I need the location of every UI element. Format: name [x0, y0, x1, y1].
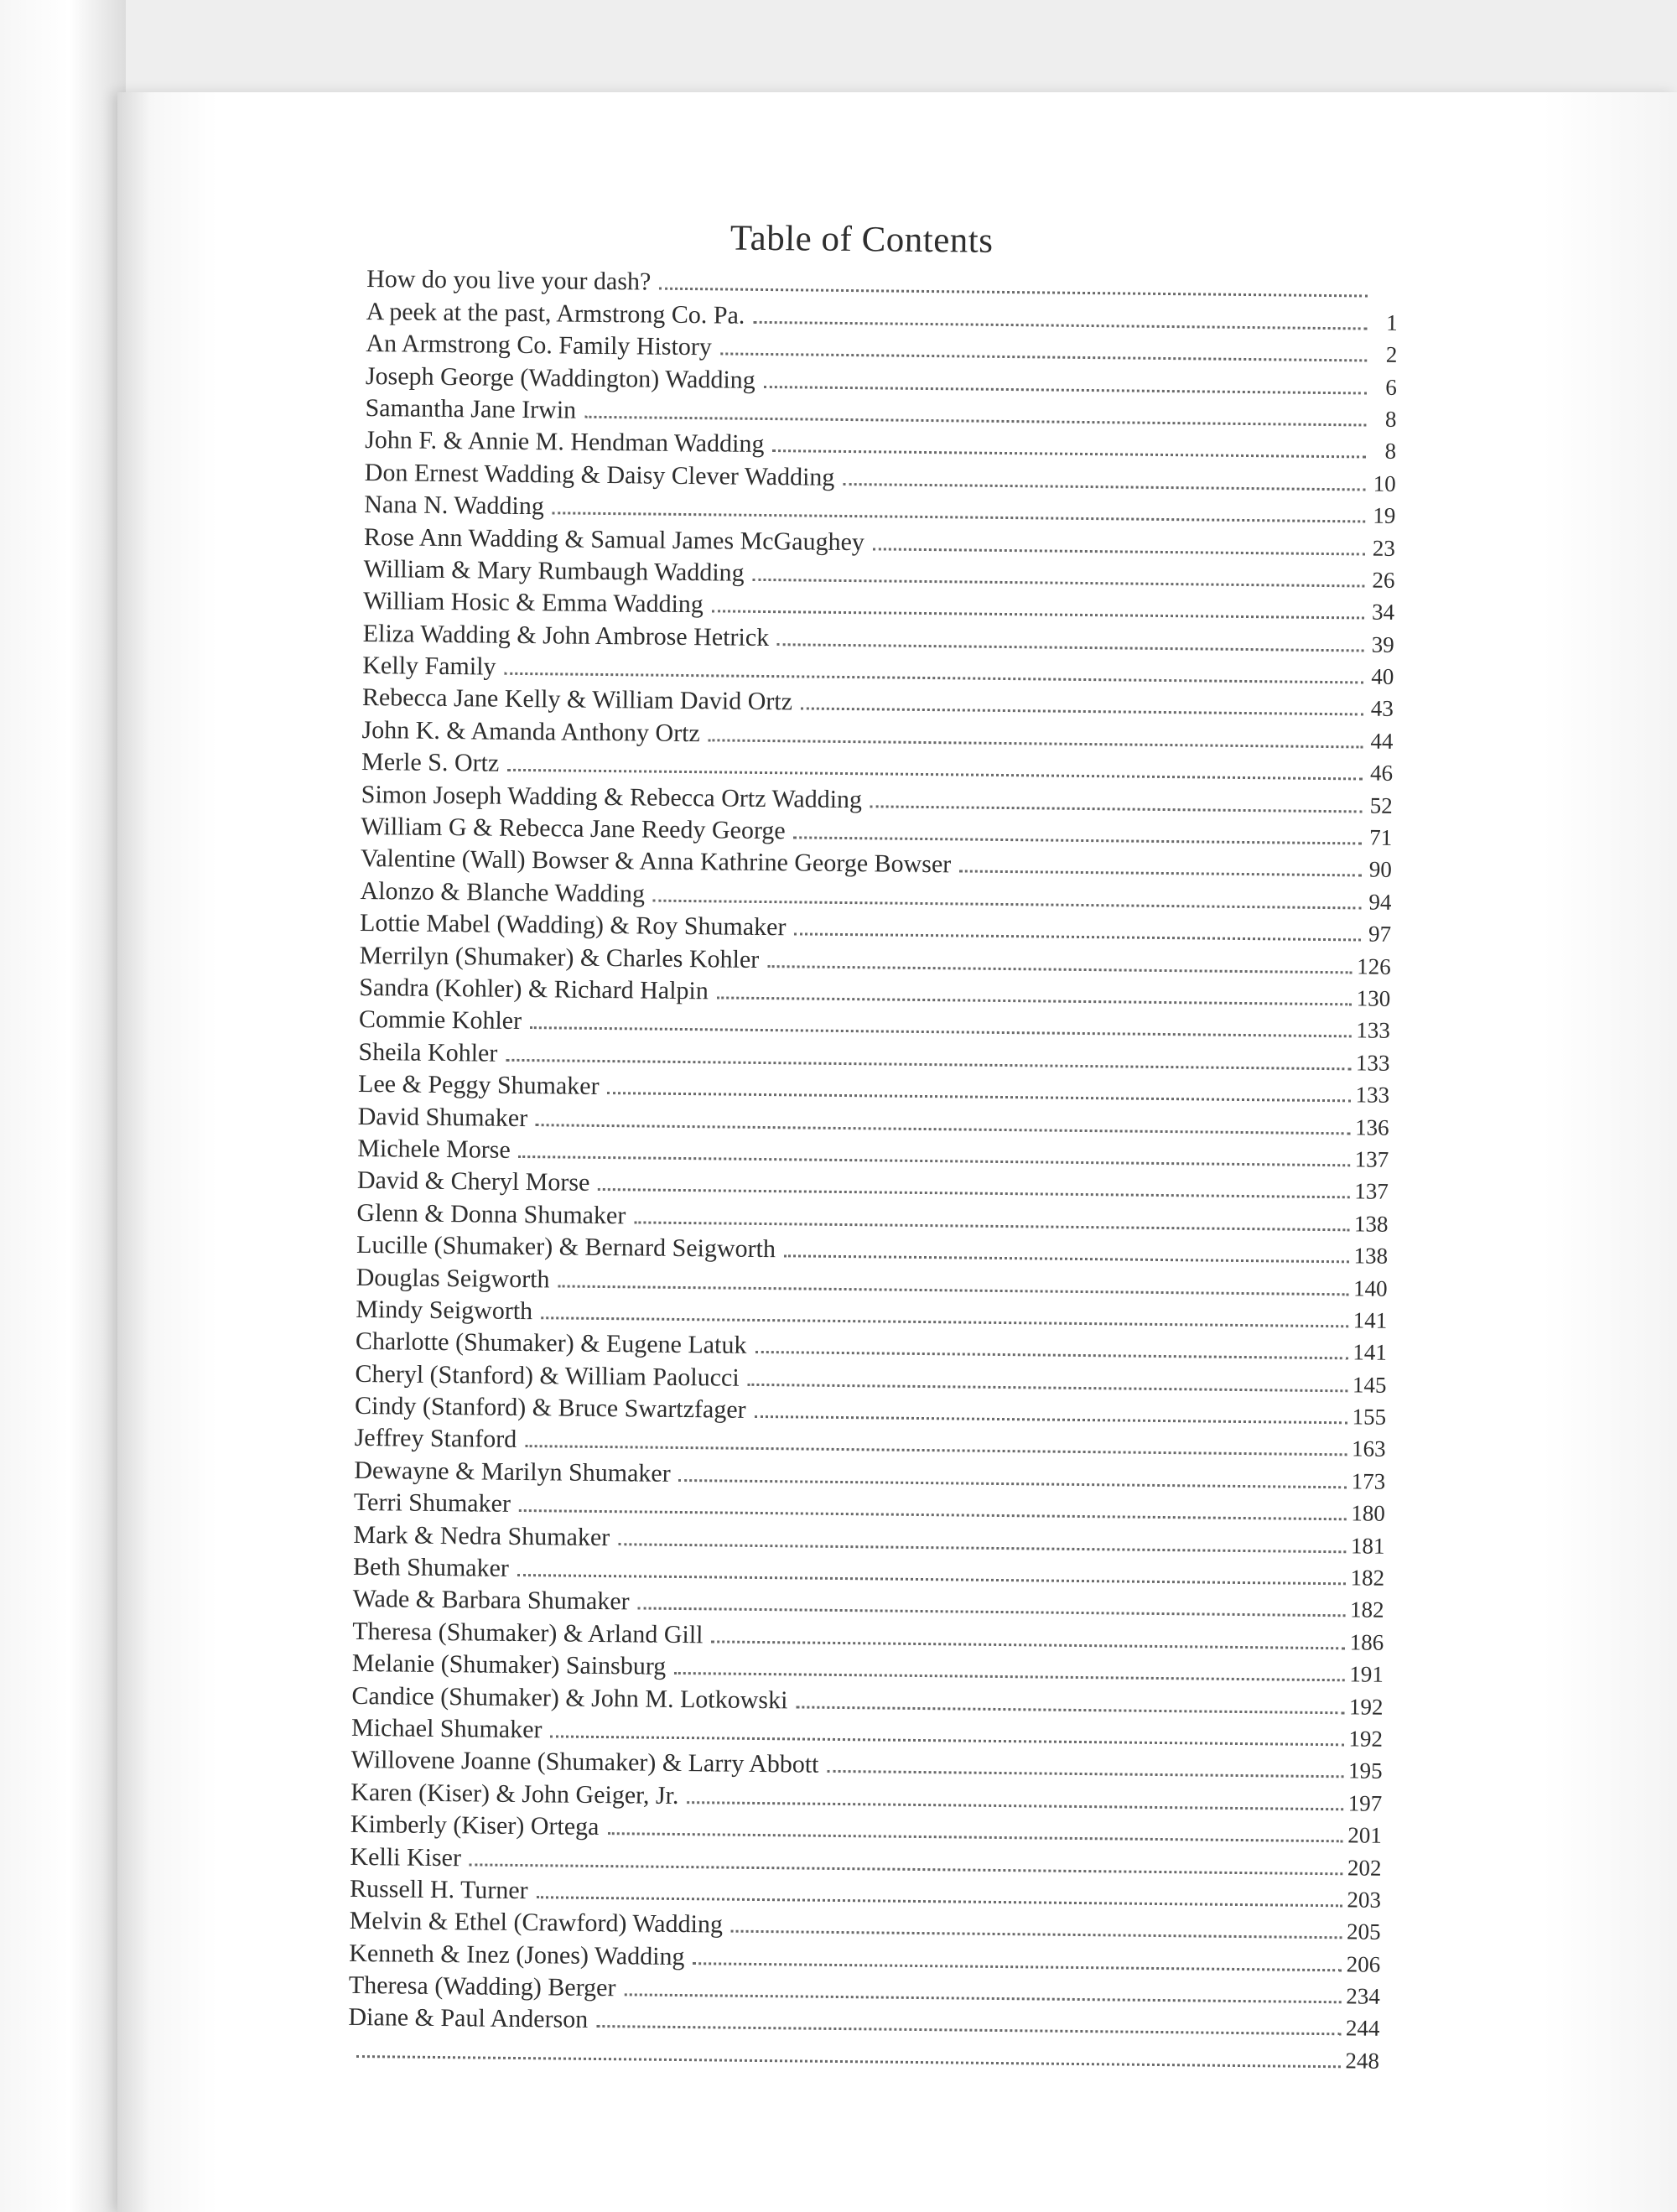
toc-entry-page-number: 2	[1385, 341, 1398, 368]
dot-leader	[873, 548, 1365, 555]
toc-entry-page-number: 43	[1370, 696, 1394, 722]
toc-entry-title: Kelly Family	[362, 652, 496, 681]
toc-entry-page-number: 130	[1356, 985, 1391, 1011]
toc-entry-page-number: 173	[1351, 1468, 1386, 1494]
toc-entry-title: Kelli Kiser	[350, 1842, 462, 1872]
dot-leader	[755, 1415, 1347, 1424]
dot-leader	[827, 1770, 1343, 1778]
toc-entry-title: Valentine (Wall) Bowser & Anna Kathrine George Bowser	[360, 844, 952, 879]
toc-entry-page-number: 10	[1373, 470, 1396, 496]
toc-entry-page-number: 192	[1348, 1726, 1384, 1752]
toc-entry-page-number: 34	[1371, 599, 1395, 626]
toc-entry-title: Cheryl (Stanford) & William Paolucci	[355, 1359, 740, 1392]
toc-entry-page-number: 39	[1371, 631, 1394, 657]
page-title: Table of Contents	[729, 218, 994, 261]
toc-entry-title: Russell H. Turner	[349, 1874, 528, 1905]
toc-entry-title: Melanie (Shumaker) Sainsburg	[351, 1649, 667, 1681]
toc-entry-title: Merrilyn (Shumaker) & Charles Kohler	[359, 941, 760, 974]
toc-entry-title: Cindy (Stanford) & Bruce Swartzfager	[354, 1391, 746, 1424]
toc-entry-title: Karen (Kiser) & John Geiger, Jr.	[350, 1778, 679, 1810]
toc-entry-page-number: 133	[1356, 1017, 1391, 1044]
toc-entry-page-number: 8	[1384, 406, 1397, 432]
toc-entry-page-number: 203	[1347, 1887, 1382, 1913]
toc-entry-title: Lee & Peggy Shumaker	[357, 1070, 600, 1101]
toc-entry-title: Mark & Nedra Shumaker	[353, 1520, 610, 1551]
toc-entry-title: Sandra (Kohler) & Richard Halpin	[359, 973, 709, 1005]
toc-entry-title: An Armstrong Co. Family History	[366, 330, 713, 361]
toc-entry-page-number: 244	[1345, 2015, 1380, 2042]
toc-entry-page-number: 248	[1345, 2048, 1380, 2074]
dot-leader	[843, 483, 1365, 491]
toc-entry-title: A peek at the past, Armstrong Co. Pa.	[366, 297, 745, 330]
toc-entry-title: Lucille (Shumaker) & Bernard Seigworth	[356, 1231, 776, 1264]
toc-entry-page-number: 182	[1349, 1597, 1384, 1623]
toc-entry-title: David Shumaker	[357, 1102, 528, 1132]
toc-entry-page-number: 201	[1347, 1822, 1382, 1848]
toc-entry-page-number: 138	[1353, 1211, 1389, 1237]
dot-leader	[755, 1351, 1347, 1359]
toc-entry-title: Theresa (Wadding) Berger	[348, 1971, 616, 2002]
toc-entry-title: Diane & Paul Anderson	[348, 2003, 589, 2034]
dot-leader	[748, 1383, 1347, 1391]
toc-entry-title: Mindy Seigworth	[356, 1295, 533, 1326]
toc-entry-page-number: 205	[1346, 1919, 1381, 1945]
toc-entry-page-number: 155	[1352, 1404, 1387, 1430]
toc-entry-page-number: 138	[1353, 1243, 1389, 1269]
toc-entry-page-number: 52	[1369, 792, 1393, 818]
toc-entry-title: Nana N. Wadding	[364, 491, 545, 521]
toc-entry-title: Jeffrey Stanford	[354, 1424, 517, 1454]
toc-entry-page-number: 197	[1347, 1790, 1383, 1816]
toc-entry-title: William G & Rebecca Jane Reedy George	[361, 812, 786, 845]
dot-leader	[753, 321, 1367, 330]
toc-entry-page-number: 97	[1368, 921, 1392, 948]
toc-entry-page-number: 26	[1372, 567, 1395, 593]
toc-entry-page-number: 23	[1372, 535, 1396, 561]
dot-leader	[777, 643, 1364, 652]
toc-entry-page-number: 94	[1368, 889, 1392, 915]
toc-entry-page-number: 182	[1350, 1565, 1385, 1591]
toc-entry-page-number: 126	[1357, 953, 1391, 979]
toc-entry-page-number: 90	[1368, 856, 1393, 883]
toc-entry-page-number: 141	[1353, 1307, 1388, 1333]
toc-entry-page-number: 140	[1353, 1275, 1388, 1301]
toc-entry-title: Rebecca Jane Kelly & William David Ortz	[361, 683, 793, 716]
toc-entry-title: Sheila Kohler	[358, 1037, 498, 1067]
toc-entry-page-number: 191	[1349, 1661, 1384, 1687]
toc-entry-title: John F. & Annie M. Hendman Wadding	[365, 426, 765, 459]
toc-entry-page-number: 145	[1352, 1372, 1387, 1398]
toc-entry-page-number: 1	[1386, 309, 1398, 335]
toc-entry-page-number: 40	[1371, 663, 1394, 689]
toc-entry-page-number: 234	[1346, 1983, 1380, 2009]
toc-entry-title: Michael Shumaker	[350, 1713, 543, 1744]
left-page-edge	[0, 0, 126, 2212]
dot-leader	[731, 1930, 1342, 1939]
dot-leader	[772, 449, 1366, 458]
toc-entry-page-number: 133	[1355, 1050, 1390, 1076]
toc-entry-title: Glenn & Donna Shumaker	[356, 1198, 626, 1230]
toc-entry-page-number: 136	[1355, 1114, 1389, 1140]
toc-entry-page-number: 8	[1384, 439, 1397, 465]
dot-leader	[794, 933, 1361, 942]
toc-entry-title: Commie Kohler	[358, 1005, 522, 1036]
dot-leader	[767, 965, 1352, 974]
toc-entry-title: Beth Shumaker	[352, 1552, 510, 1582]
toc-entry-page-number: 46	[1369, 760, 1394, 787]
toc-entry-title: Charlotte (Shumaker) & Eugene Latuk	[355, 1327, 747, 1360]
table-of-contents	[348, 214, 1399, 2074]
toc-entry-title: Douglas Seigworth	[356, 1263, 550, 1293]
toc-entry-page-number: 186	[1349, 1629, 1384, 1655]
toc-entry-title: Melvin & Ethel (Crawford) Wadding	[349, 1907, 724, 1939]
toc-entry-title: How do you live your dash?	[366, 265, 652, 296]
toc-entry-title: Kimberly (Kiser) Ortega	[350, 1810, 600, 1841]
toc-entry-title: Merle S. Ortz	[361, 748, 500, 777]
toc-entry-page-number: 44	[1370, 728, 1394, 754]
toc-list	[348, 260, 1398, 2074]
toc-entry-title: Don Ernest Wadding & Daisy Clever Wadding	[364, 458, 835, 491]
toc-entry-title: Simon Joseph Wadding & Rebecca Ortz Wadding	[361, 780, 863, 813]
toc-entry-title: Kenneth & Inez (Jones) Wadding	[349, 1939, 685, 1971]
dot-leader	[959, 870, 1362, 877]
dot-leader	[753, 579, 1365, 588]
toc-entry-title: Joseph George (Waddington) Wadding	[365, 361, 755, 394]
toc-entry-page-number: 192	[1348, 1693, 1384, 1720]
toc-entry-title: Wade & Barbara Shumaker	[352, 1585, 630, 1616]
toc-entry-title: Lottie Mabel (Wadding) & Roy Shumaker	[359, 909, 787, 942]
dot-leader	[764, 386, 1367, 395]
toc-entry-title: William Hosic & Emma Wadding	[362, 587, 704, 619]
toc-entry-page-number: 137	[1354, 1146, 1389, 1172]
dot-leader	[794, 836, 1363, 844]
dot-leader	[796, 1706, 1344, 1714]
toc-entry-page-number: 163	[1351, 1436, 1386, 1462]
toc-entry-title: Theresa (Shumaker) & Arland Gill	[352, 1617, 704, 1649]
toc-entry-title: Alonzo & Blanche Wadding	[360, 876, 646, 908]
toc-entry-page-number: 71	[1369, 824, 1393, 850]
toc-entry-title: John K. & Amanda Anthony Ortz	[361, 715, 701, 748]
toc-entry-title: Samantha Jane Irwin	[365, 393, 577, 424]
toc-entry-page-number: 181	[1350, 1532, 1385, 1559]
toc-entry-page-number: 202	[1347, 1854, 1382, 1881]
toc-entry-title: Willovene Joanne (Shumaker) & Larry Abbott	[350, 1746, 819, 1779]
toc-entry-title: Michele Morse	[357, 1134, 511, 1164]
toc-entry-page-number: 206	[1346, 1951, 1381, 1977]
toc-entry-title: Eliza Wadding & John Ambrose Hetrick	[362, 619, 770, 652]
toc-entry-page-number: 6	[1385, 374, 1398, 400]
toc-entry-title: Rose Ann Wadding & Samual James McGaughey	[363, 522, 865, 556]
toc-entry-page-number: 180	[1351, 1500, 1385, 1527]
dot-leader	[784, 1254, 1349, 1263]
toc-entry-page-number: 195	[1347, 1758, 1383, 1784]
dot-leader	[870, 805, 1363, 813]
toc-entry-page-number: 133	[1355, 1082, 1390, 1108]
toc-entry-title: William & Mary Rumbaugh Wadding	[363, 554, 745, 587]
toc-entry-title: Candice (Shumaker) & John M. Lotkowski	[351, 1681, 788, 1714]
dot-leader	[801, 708, 1363, 716]
toc-entry-title: Terri Shumaker	[353, 1488, 511, 1519]
toc-entry-title: David & Cheryl Morse	[356, 1166, 590, 1197]
toc-entry-title: Dewayne & Marilyn Shumaker	[354, 1456, 671, 1488]
toc-entry-page-number: 137	[1354, 1178, 1389, 1205]
toc-entry-page-number: 141	[1353, 1339, 1388, 1366]
toc-entry-page-number: 19	[1373, 502, 1396, 528]
